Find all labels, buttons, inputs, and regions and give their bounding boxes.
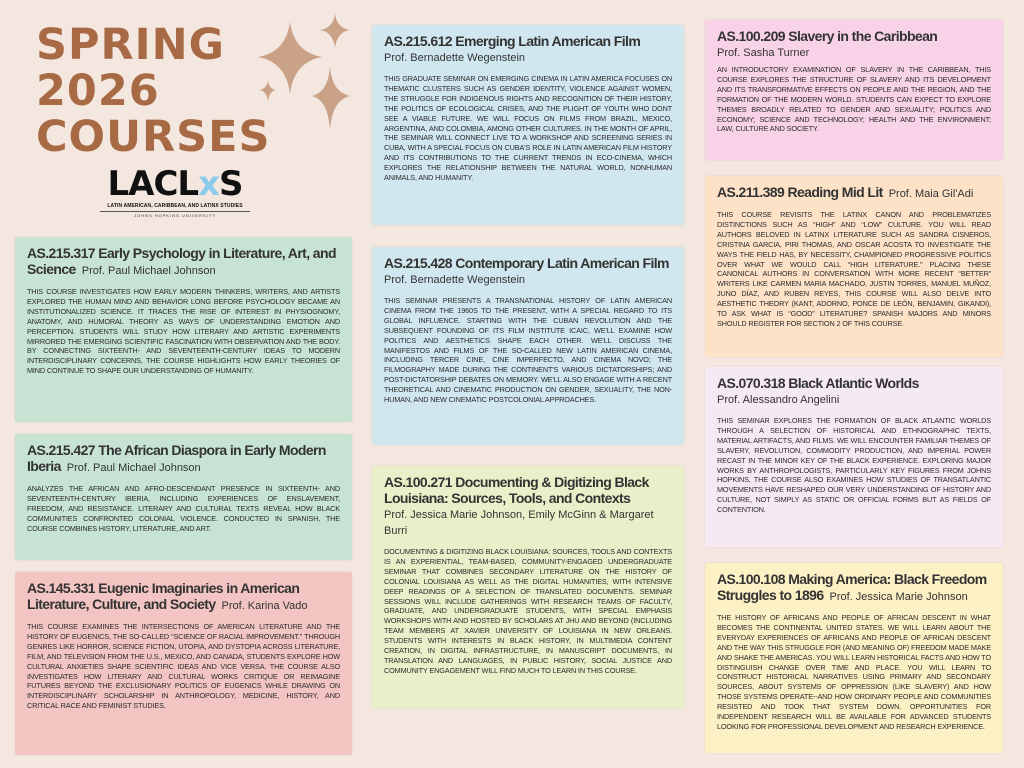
course-description: ANALYZES THE AFRICAN AND AFRO-DESCENDANT PRESENCE IN SIXTEENTH- AND SEVENTEENTH-CENTURY IBERIA, INCLUDING EXPERIENCES OF ENSLAVEMENT, FREEDOM, AND RESISTANCE. LITERARY AND CULTURAL TEXTS REVEAL HOW BLACK COMMUNITIES CONFRONTED COLONIAL VIOLENCE. CONDUCTED IN SPANISH, THE COURSE COMBINES HISTORY, LITERATURE, AND ART. bbox=[27, 484, 340, 533]
logo-mark: LACL bbox=[107, 164, 199, 204]
course-professor: Prof. Bernadette Wegenstein bbox=[384, 274, 526, 286]
course-title bbox=[384, 33, 672, 66]
course-title bbox=[27, 580, 340, 614]
course-title bbox=[717, 571, 991, 605]
middle-column bbox=[372, 25, 684, 708]
course-title-text: AS.100.108 Making America: Black Freedom Struggles to 1896 bbox=[717, 571, 987, 603]
course-description: THIS COURSE EXAMINES THE INTERSECTIONS OF AMERICAN LITERATURE AND THE HISTORY OF EUGENICS, THE SO-CALLED “SCIENCE OF RACIAL IMPROVEMENT.” THROUGH GENRES LIKE HORROR, SCIENCE FICTION, UTOPIA, AND DYSTOPIA ACROSS LITERATURE, FILM, AND TELEVISION FROM THE U.S., MEXICO, AND CANADA, STUDENTS EXPLORE HOW CULTURAL ANXIETIES SHAPE SCIENTIFIC IDEAS AND VICE VERSA. THE COURSE ALSO INVESTIGATES HOW LITERARY AND CULTURAL WORKS CRITIQUE OR REIMAGINE FUTURES BEYOND THE EXCLUSIONARY POLITICS OF EUGENICS WHILE DRAWING ON INTERDISCIPLINARY SCHOLARSHIP IN ANTHROPOLOGY, MEDICINE, HISTORY, AND CRITICAL RACE AND FEMINIST STUDIES. bbox=[27, 622, 340, 711]
course-professor: Prof. Paul Michael Johnson bbox=[81, 265, 216, 277]
course-professor: Prof. Bernadette Wegenstein bbox=[384, 52, 526, 64]
course-title-text: AS.215.428 Contemporary Latin American Film bbox=[384, 255, 669, 271]
course-title bbox=[717, 375, 991, 408]
course-title-text: AS.215.427 The African Diaspora in Early Modern Iberia bbox=[27, 442, 326, 474]
right-column bbox=[705, 20, 1003, 753]
title-line: 2026 bbox=[36, 66, 160, 116]
course-title-text: AS.070.318 Black Atlantic Worlds bbox=[717, 375, 919, 391]
course-title-text: AS.145.331 Eugenic Imaginaries in American Literature, Culture, and Society bbox=[27, 580, 300, 612]
course-title-text: AS.100.209 Slavery in the Caribbean bbox=[717, 28, 938, 44]
logo-mark-end: S bbox=[219, 164, 243, 204]
title-line: COURSES bbox=[36, 112, 271, 162]
course-description: THIS COURSE INVESTIGATES HOW EARLY MODERN THINKERS, WRITERS, AND ARTISTS EXPLORED THE HUMAN MIND AND BEHAVIOR LONG BEFORE PSYCHOLOGY BECAME AN INSTITUTIONALIZED SCIENCE. IT TRACES THE RISE OF INTEREST IN PHYSIOGNOMY, ANATOMY, AND HUMORAL THEORY AS WAYS OF UNDERSTANDING EMOTION AND PERCEPTION. STUDENTS WILL STUDY HOW LITERARY AND ARTISTIC EXPERIMENTS MIRRORED THE EMERGING SCIENTIFIC FASCINATION WITH OBSERVATION AND THE BODY. BY CONNECTING SIXTEENTH- AND SEVENTEENTH-CENTURY IDEAS TO MODERN INTERDISCIPLINARY CONCERNS, THE COURSE HIGHLIGHTS HOW EARLY THEORIES OF MIND CONTINUE TO SHAPE OUR UNDERSTANDING OF HUMANITY. bbox=[27, 287, 340, 376]
page-title bbox=[36, 22, 270, 160]
sparkles-icon bbox=[250, 12, 360, 137]
course-professor: Prof. Paul Michael Johnson bbox=[66, 462, 201, 474]
course-card bbox=[372, 466, 684, 708]
course-card bbox=[15, 434, 352, 560]
course-description: THIS SEMINAR EXPLORES THE FORMATION OF BLACK ATLANTIC WORLDS THROUGH A SELECTION OF HISTORICAL AND ETHNOGRAPHIC TEXTS, MATERIAL ARTIFACTS, AND FILMS. WE WILL ENCOUNTER FAMILIAR THEMES OF SLAVERY, REVOLUTION, COMMODITY PRODUCTION, AND IMPERIAL POWER RECAST IN THE MINOR KEY OF THE BLACK EXPERIENCE. EXPLORING MAJOR WORKS BY ANTHROPOLOGISTS, PARTICULARLY KEY FIGURES FROM JOHNS HOPKINS, THE COURSE ALSO EXAMINES HOW STUDIES OF TRANSATLANTIC MOVEMENTS HAVE RESHAPED OUR VERY UNDERSTANDING OF HISTORY AND CULTURE, NOT SIMPLY AS STATIC OR OFFICIAL FORMS BUT AS FIELDS OF CONTENTION. bbox=[717, 416, 991, 515]
course-card bbox=[705, 176, 1003, 357]
course-description: THE HISTORY OF AFRICANS AND PEOPLE OF AFRICAN DESCENT IN WHAT BECOMES THE CONTINENTAL UNITED STATES. WE WILL LEARN ABOUT THE EVERYDAY EXPERIENCES OF AFRICANS AND PEOPLE OF AFRICAN DESCENT AND THE WAY THIS STRUGGLE FOR (AND MEANING OF) FREEDOM MADE MAKE AND SHAKE THE AMERICAS. YOU WILL LEARN HISTORICAL FACTS AND HOW TO DISTINGUISH CHANGE OVER TIME AND PLACE. YOU WILL LEARN TO CONSTRUCT HISTORICAL NARRATIVES USING PRIMARY AND SECONDARY SOURCES, ABOUT SYSTEMS OF OPPRESSION (LIKE SLAVERY) AND HOW THOSE SYSTEMS OPERATE--AND HOW ORDINARY PEOPLE AND COMMUNITIES RESISTED AND TOOK THAT SYSTEM DOWN. OPPORTUNITIES FOR INDEPENDENT RESEARCH WILL BE AVAILABLE FOR ADVANCED STUDENTS LOOKING FOR PROFESSIONAL DEVELOPMENT AND RESEARCH EXPERIENCE. bbox=[717, 613, 991, 731]
course-card bbox=[705, 20, 1003, 160]
course-title-text: AS.100.271 Documenting & Digitizing Black Louisiana: Sources, Tools, and Contexts bbox=[384, 474, 649, 506]
course-card bbox=[15, 237, 352, 422]
course-title-text: AS.215.612 Emerging Latin American Film bbox=[384, 33, 641, 49]
logo-university: JOHNS HOPKINS UNIVERSITY bbox=[100, 211, 250, 219]
course-card bbox=[15, 572, 352, 755]
course-professor: Prof. Maia Gil'Adi bbox=[888, 188, 974, 200]
logo-x: x bbox=[198, 164, 220, 204]
logo-subtitle: LATIN AMERICAN, CARIBBEAN, AND LATINX STUDIES bbox=[107, 203, 243, 209]
course-title bbox=[717, 28, 991, 61]
course-description: THIS GRADUATE SEMINAR ON EMERGING CINEMA IN LATIN AMERICA FOCUSES ON THEMATIC CLUSTERS SUCH AS GENDER IDENTITY, VIOLENCE AGAINST WOMEN, THE STRUGGLE FOR INDIGENOUS RIGHTS AND RECOGNITION OF THEIR HISTORY, THE POLITICS OF ECOLOGICAL CRISES, AND THE PLIGHT OF YOUTH WHO DONT SEE A VIABLE FUTURE. WE WILL FOCUS ON FILMS FROM BRAZIL, MEXICO, ARGENTINA, AND COLOMBIA, AMONG OTHER CULTURES. IN THE MONTH OF APRIL, THE SEMINAR WILL CONNECT LIVE TO A WORKSHOP AND SCREENING SERIES IN CUBA, WITH A SPECIAL FOCUS ON CUBA'S ROLE IN LATIN AMERICAN FILM HISTORY AND ITS CONTRIBUTIONS TO THE CURRENT TRENDS IN ECO-CINEMA, WHICH EXPLORES THE RELATIONSHIP BETWEEN THE NATURAL WORLD, NONHUMAN ANIMALS, AND HUMANITY. bbox=[384, 74, 672, 183]
course-card bbox=[372, 247, 684, 445]
lacls-logo bbox=[100, 165, 250, 219]
course-title bbox=[384, 255, 672, 288]
course-professor: Prof. Alessandro Angelini bbox=[717, 394, 840, 406]
course-title bbox=[27, 442, 340, 476]
course-title bbox=[717, 184, 991, 202]
course-card bbox=[372, 25, 684, 225]
course-card bbox=[705, 367, 1003, 547]
course-title-text: AS.215.317 Early Psychology in Literature, Art, and Science bbox=[27, 245, 336, 277]
course-professor: Prof. Sasha Turner bbox=[717, 47, 810, 59]
course-description: DOCUMENTING & DIGITIZING BLACK LOUISIANA: SOURCES, TOOLS AND CONTEXTS IS AN EXPERIENTIAL, TEAM-BASED, COMMUNITY-ENGAGED UNDERGRADUATE SEMINAR THAT COMBINES SECONDARY LITERATURE ON THE HISTORY OF COLONIAL LOUISIANA AS WELL AS THE DIGITAL HUMANITIES, WITH INTENSIVE DEEP READINGS OF A SELECTION OF TRANSLATED DOCUMENTS. SEMINAR SESSIONS WILL INCLUDE GATHERINGS WITH RESEARCH TEAMS OF FACULTY, GRADUATE, AND UNDERGRADUATE STUDENTS, WITH SPECIAL EMPHASIS WORKSHOPS WITH AND HOSTED BY SCHOLARS AT JHU AND BEYOND (INCLUDING TEAM MEMBERS AT XAVIER UNIVERSITY OF LOUISIANA IN NEW ORLEANS. STUDENTS WITH INTERESTS IN BLACK HISTORY, IN MULTIMEDIA CONTENT CREATION, IN DIGITAL INFRASTRUCTURE, IN MANUSCRIPT DOCUMENTS, IN TRANSLATION AND LANGUAGES, IN PUBLIC HISTORY, SOCIAL JUSTICE AND COMMUNITY ENGAGEMENT WILL FIND MUCH TO LEARN IN THIS COURSE. bbox=[384, 547, 672, 675]
course-title bbox=[27, 245, 340, 279]
course-description: THIS SEMINAR PRESENTS A TRANSNATIONAL HISTORY OF LATIN AMERICAN CINEMA FROM THE 1960S TO THE PRESENT, WITH A SPECIAL REGARD TO ITS GLOBAL INFLUENCE. STARTING WITH THE CUBAN REVOLUTION AND THE SUBSEQUENT FOUNDING OF ITS FILM INSTITUTE ICAIC, WE'LL EXAMINE HOW POLITICS AND AESTHETICS SHAPE EACH OTHER. WE'LL DISCUSS THE MANIFESTOS AND FILMS OF THE SO-CALLED NEW LATIN AMERICAN CINEMA, INCLUDING TERCER CINE, CINE IMPERFECTO, AND CINEMA NOVO; THE FILMOGRAPHY MADE DURING THE CONTINENT'S VARIOUS DICTATORSHIPS; AND POST-DICTATORSHIP DEBATES ON MEMORY. WE'LL ALSO ENGAGE WITH A RECENT THEORETICAL AND CINEMATIC PRODUCTION ON GENDER, SEXUALITY, THE NON-HUMAN, AND NEW CINEMATIC POSTCOLONIAL APPROACHES. bbox=[384, 296, 672, 405]
course-description: THIS COURSE REVISITS THE LATINX CANON AND PROBLEMATIZES DISTINCTIONS SUCH AS “HIGH” AND “LOW” CULTURE. YOU WILL READ AUTHORS BELOVED IN LATINX LITERATURE SUCH AS SANDRA CISNEROS, CRISTINA GARCIA, PIRI THOMAS, AND OSCAR ACOSTA TO INVESTIGATE THE WAYS THE FIELD HAS, BY NECESSITY, CHAMPIONED PROGRESSIVE POLITICS OVER WHAT WE WOULD CALL “HIGH LITERATURE.” PLACING THESE CANONICAL AUTHORS IN CONVERSATION WITH MORE RECENT “BETTER” WRITERS LIKE CARMEN MARIA MACHADO, JUSTIN TORRES, MANUEL MUÑOZ, JUNO DÍAZ, AND RUBEN REYES, THIS COURSE WILL ALSO DELVE INTO AESTHETIC THEORY (KANT, ADORNO, PONCE DE LEÓN, BENJAMIN, GIKANDI), TO ASK WHAT IS “GOOD” LITERATURE? SPANISH MAJORS AND MINORS SHOULD REGISTER FOR SECTION 2 OF THIS COURSE. bbox=[717, 210, 991, 328]
course-professor: Prof. Jessica Marie Johnson, Emily McGinn & Margaret Burri bbox=[384, 509, 654, 537]
course-title-text: AS.211.389 Reading Mid Lit bbox=[717, 184, 883, 200]
course-professor: Prof. Jessica Marie Johnson bbox=[829, 591, 968, 603]
title-line: SPRING bbox=[36, 20, 225, 70]
course-title bbox=[384, 474, 672, 539]
left-column bbox=[15, 237, 352, 755]
course-card bbox=[705, 563, 1003, 753]
course-professor: Prof. Karina Vado bbox=[221, 600, 308, 612]
course-description: AN INTRODUCTORY EXAMINATION OF SLAVERY IN THE CARIBBEAN, THIS COURSE EXPLORES THE STRUCTURE OF SLAVERY AND ITS DEVELOPMENT AND ITS TRANSFORMATIVE EFFECTS ON PEOPLE AND THE REGION, AND THE FORMATION OF THE MODERN WORLD. STUDENTS CAN EXPECT TO EXPLORE THEMES BROADLY RELATED TO GENDER AND SEXUALITY; POLITICS AND ECONOMY; SCIENCE AND TECHNOLOGY; HEALTH AND THE ENVIRONMENT; LAW, CULTURE AND SOCIETY. bbox=[717, 65, 991, 134]
